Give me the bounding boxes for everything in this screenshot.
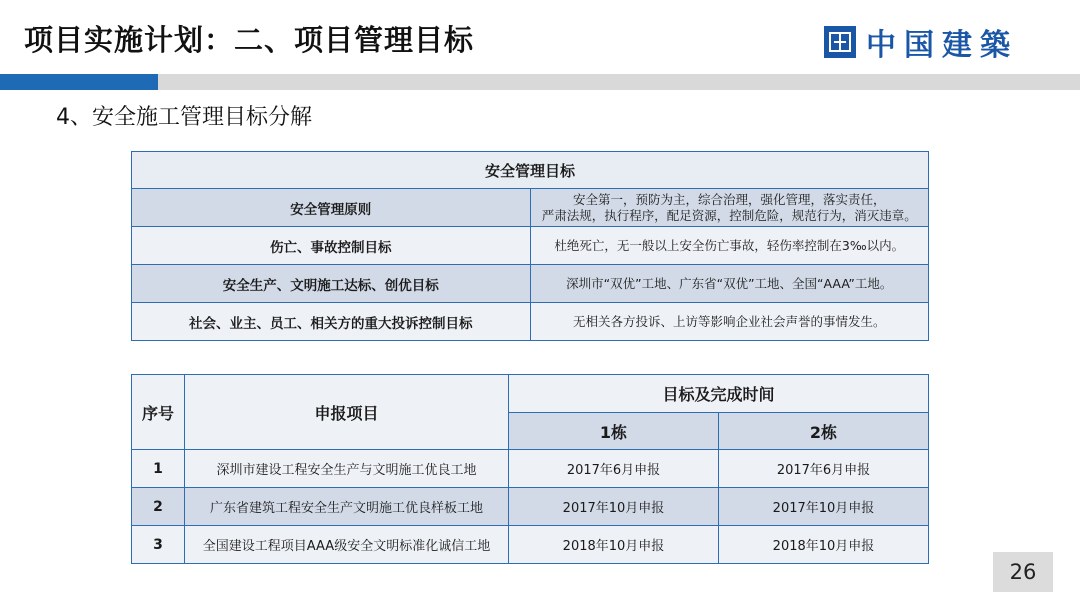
page-number: 26: [993, 552, 1053, 592]
cell-building-2: 2017年10月申报: [719, 488, 929, 526]
row-label: 安全管理原则: [132, 189, 531, 227]
slide-title: 项目实施计划：二、项目管理目标: [24, 23, 475, 57]
cell-building-1: 2017年10月申报: [509, 488, 719, 526]
row-value: 深圳市“双优”工地、广东省“双优”工地、全国“AAA”工地。: [530, 265, 929, 303]
cell-item: 广东省建筑工程安全生产文明施工优良样板工地: [185, 488, 509, 526]
logo-text: 中国建築: [866, 28, 1018, 63]
row-value: 无相关各方投诉、上访等影响企业社会声誉的事情发生。: [530, 303, 929, 341]
row-label: 社会、业主、员工、相关方的重大投诉控制目标: [132, 303, 531, 341]
row-label: 安全生产、文明施工达标、创优目标: [132, 265, 531, 303]
cell-no: 3: [132, 526, 185, 564]
col-header-building-1: 1栋: [509, 413, 719, 450]
row-value: [530, 189, 929, 227]
company-logo: [824, 24, 1018, 63]
header-accent: [0, 74, 158, 90]
table-row: [132, 488, 929, 526]
col-header-building-2: 2栋: [719, 413, 929, 450]
application-schedule-table: [131, 374, 929, 564]
cell-building-1: 2017年6月申报: [509, 450, 719, 488]
col-header-item: 申报项目: [185, 375, 509, 450]
row-value: 杜绝死亡，无一般以上安全伤亡事故，轻伤率控制在3‰以内。: [530, 227, 929, 265]
section-subtitle: 4、安全施工管理目标分解: [56, 105, 312, 130]
cell-item: 深圳市建设工程安全生产与文明施工优良工地: [185, 450, 509, 488]
cell-building-1: 2018年10月申报: [509, 526, 719, 564]
table-row: [132, 526, 929, 564]
row-value-line: 安全第一，预防为主，综合治理，强化管理，落实责任，: [572, 191, 886, 207]
table-row: [132, 303, 929, 341]
cell-item: 全国建设工程项目AAA级安全文明标准化诚信工地: [185, 526, 509, 564]
row-label: 伤亡、事故控制目标: [132, 227, 531, 265]
table-row: [132, 450, 929, 488]
cscec-logo-icon: [824, 26, 856, 58]
row-value-line: 严肃法规，执行程序，配足资源，控制危险，规范行为，消灭违章。: [541, 207, 917, 223]
cell-no: 1: [132, 450, 185, 488]
cell-no: 2: [132, 488, 185, 526]
col-header-target: 目标及完成时间: [509, 375, 929, 413]
table-row: [132, 227, 929, 265]
cell-building-2: 2018年10月申报: [719, 526, 929, 564]
table-row: [132, 189, 929, 227]
cell-building-2: 2017年6月申报: [719, 450, 929, 488]
table-row: [132, 265, 929, 303]
header-divider-bar: [0, 74, 1080, 90]
col-header-no: 序号: [132, 375, 185, 450]
safety-goals-table: [131, 151, 929, 341]
goals-table-title: 安全管理目标: [132, 152, 929, 189]
